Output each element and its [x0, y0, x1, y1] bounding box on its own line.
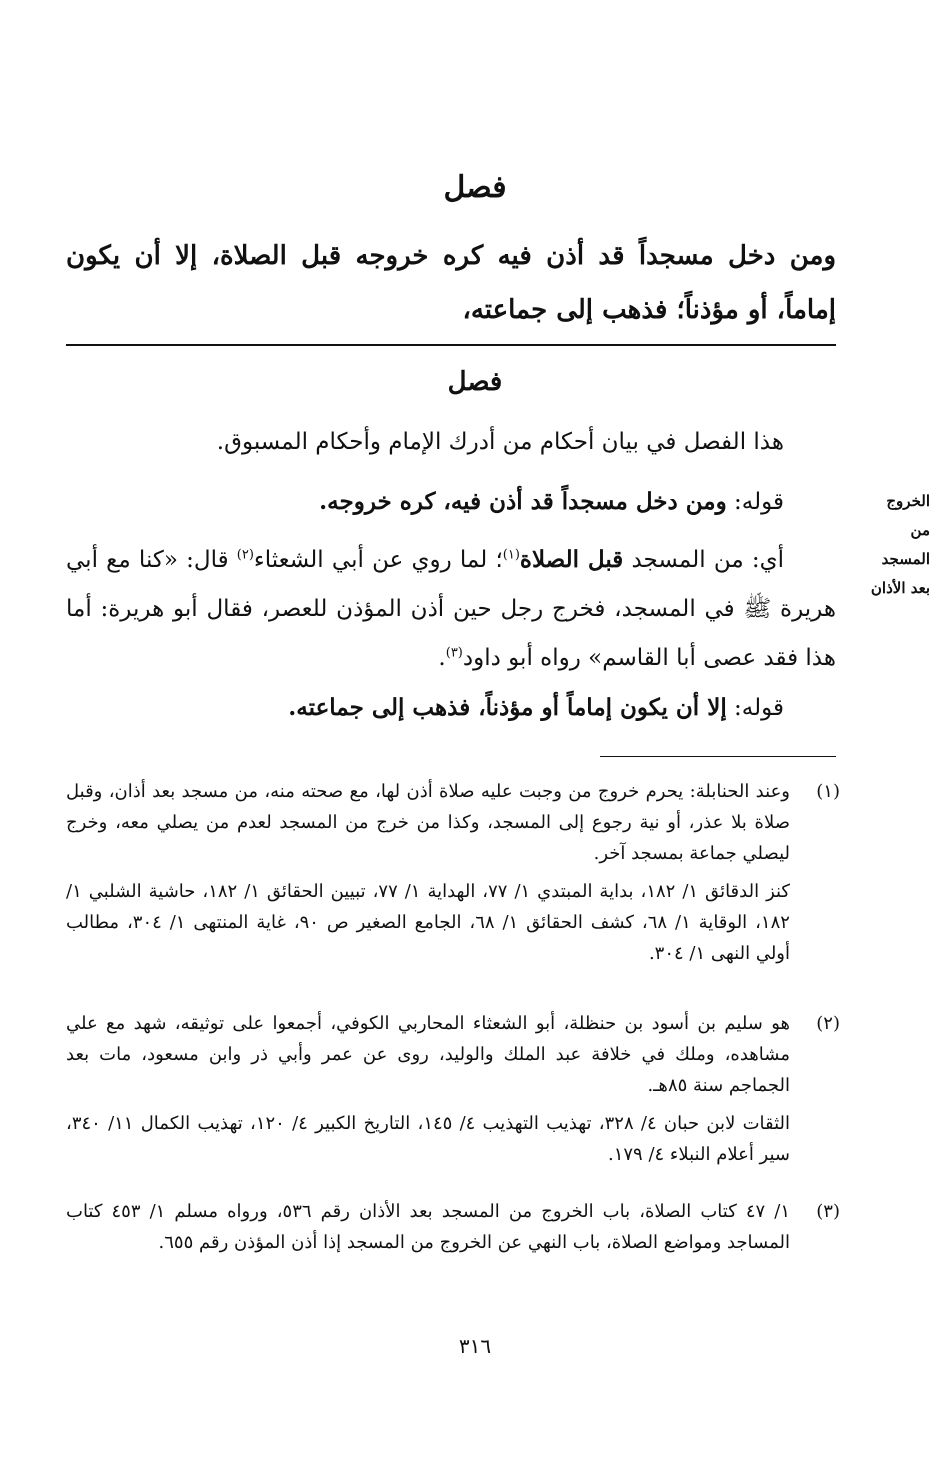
quote-1-text: ومن دخل مسجداً قد أذن فيه، كره خروجه.: [319, 488, 727, 515]
commentary-end: .: [438, 645, 446, 671]
commentary-paragraph: [66, 535, 836, 683]
footnote-1: [66, 776, 840, 969]
footnote-paragraph: ١/ ٤٧ كتاب الصلاة، باب الخروج من المسجد بعد الأذان رقم ٥٣٦، ورواه مسلم ١/ ٤٥٣ كتاب المساجد ومواضع الصلاة، باب النهي عن الخروج من المسجد إذا أذن المؤذن رقم ٦٥٥.: [66, 1201, 790, 1253]
footnote-ref-3[interactable]: (٣): [445, 645, 463, 661]
quote-2: [66, 683, 836, 733]
quote-1: [66, 477, 836, 527]
margin-line: المسجد: [881, 550, 930, 568]
quote-1-prefix: قوله:: [726, 489, 784, 515]
matn-section-title: فصل: [443, 170, 507, 205]
quote-2-prefix: قوله:: [726, 695, 784, 721]
footnote-references: الثقات لابن حبان ٤/ ٣٢٨، تهذيب التهذيب ٤/ ١٤٥، التاريخ الكبير ٤/ ١٢٠، تهذيب الكمال ١١/ ٣٤٠، سير أعلام النبلاء ٤/ ١٧٩.: [66, 1113, 791, 1165]
footnote-references: كنز الدقائق ١/ ١٨٢، بداية المبتدي ١/ ٧٧، الهداية ١/ ٧٧، تبيين الحقائق ١/ ١٨٢، حاشية الشلبي ١/ ١٨٢، الوقاية ١/ ٦٨، كشف الحقائق ١/ ٦٨، الجامع الصغير ص ٩٠، غاية المنتهى ١/ ٣٠٤، مطالب أولي النهى ١/ ٣٠٤.: [66, 881, 791, 964]
footnote-ref-1[interactable]: (١): [502, 547, 520, 563]
footnote-number: (٢): [816, 1013, 840, 1034]
matn-divider: [66, 344, 836, 346]
footnote-2: [66, 1008, 840, 1170]
footnote-number: (١): [816, 781, 840, 802]
footnote-paragraph: وعند الحنابلة: يحرم خروج من وجبت عليه صلاة أذن لها، مع صحته منه، من مسجد بعد أذان، وقبل صلاة بلا عذر، أو نية رجوع إلى المسجد، وكذا من خرج من المسجد لعدم من يصلي معه، وخرج ليصلي جماعة بمسجد آخر.: [66, 781, 790, 864]
quote-2-text: إلا أن يكون إماماً أو مؤذناً، فذهب إلى جماعته.: [288, 694, 727, 721]
margin-line: بعد الأذان: [870, 579, 930, 597]
margin-heading: [850, 487, 930, 603]
sharh-section-title: فصل: [447, 367, 503, 397]
intro-paragraph: هذا الفصل في بيان أحكام من أدرك الإمام وأحكام المسبوق.: [216, 429, 784, 455]
margin-line: الخروج: [886, 492, 930, 510]
page-number: ٣١٦: [458, 1334, 492, 1358]
matn-text: ومن دخل مسجداً قد أذن فيه كره خروجه قبل الصلاة، إلا أن يكون إماماً، أو مؤذناً؛ فذهب إلى جماعته،: [66, 241, 836, 325]
commentary-part-b: ؛ لما روي عن أبي الشعثاء: [253, 547, 503, 573]
footnote-number: (٣): [816, 1201, 840, 1222]
commentary-part-a: أي: من المسجد: [623, 547, 784, 573]
footnote-separator: [600, 756, 836, 757]
commentary-part-c: قال: «كنا مع أبي هريرة ﷺ في المسجد، فخرج رجل حين أذن المؤذن للعصر، فقال أبو هريرة: أما هذا فقد عصى أبا القاسم» رواه أبو داود: [66, 547, 836, 671]
margin-line: من: [910, 521, 930, 539]
footnote-3: [66, 1196, 840, 1258]
footnote-paragraph: هو سليم بن أسود بن حنظلة، أبو الشعثاء المحاربي الكوفي، أجمعوا على توثيقه، شهد مع علي مشاهده، وملك في خلافة عبد الملك والوليد، روى عن عمر وأبي ذر وابن مسعود، مات بعد الجماجم سنة ٨٥هـ.: [66, 1013, 790, 1096]
commentary-bold: قبل الصلاة: [519, 546, 624, 573]
footnote-ref-2[interactable]: (٢): [236, 547, 254, 563]
